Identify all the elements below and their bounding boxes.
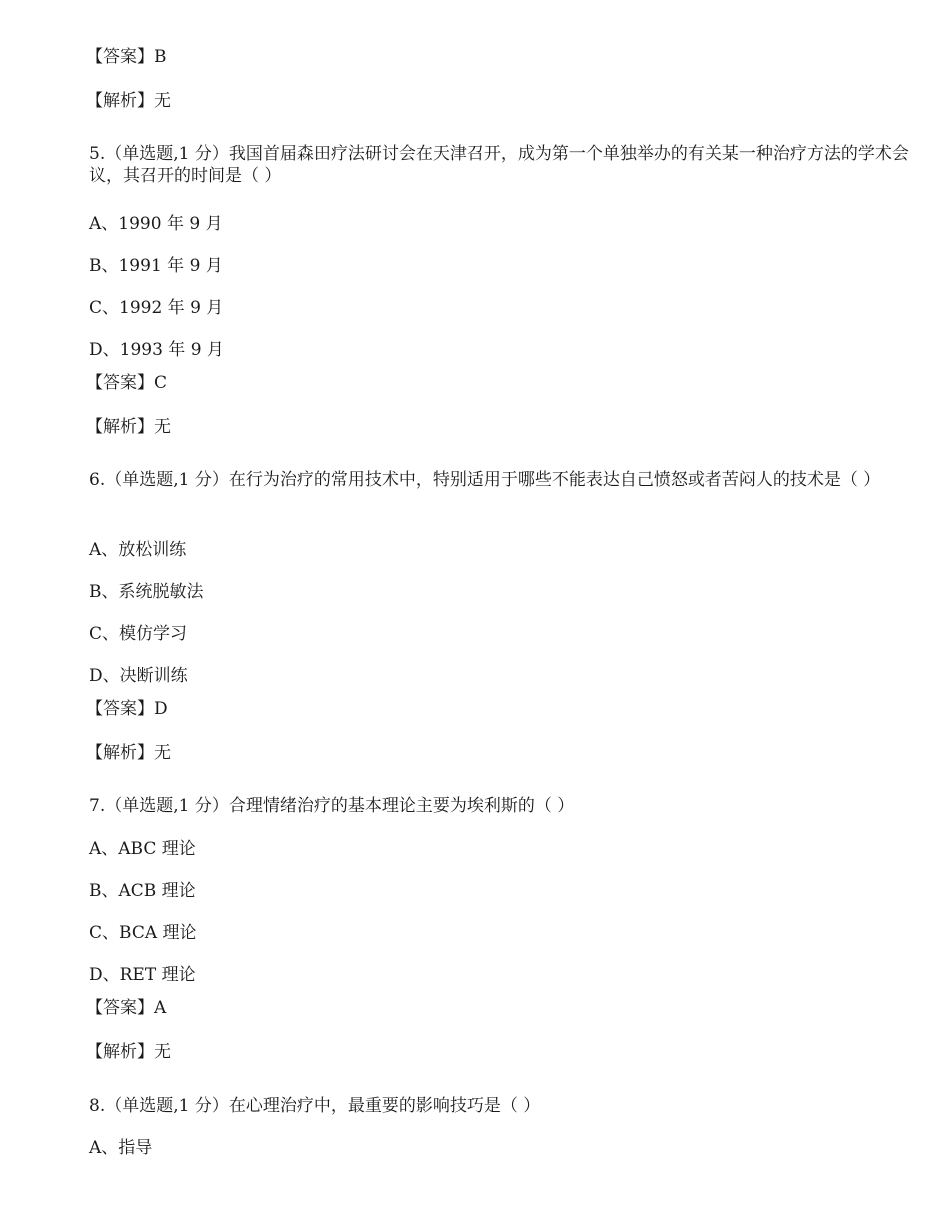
- option-d: D、RET 理论: [89, 965, 196, 985]
- option-c: C、BCA 理论: [89, 923, 197, 943]
- analysis-text: 【解析】无: [86, 743, 171, 763]
- option-b: B、系统脱敏法: [89, 582, 204, 602]
- analysis-text: 【解析】无: [86, 91, 171, 111]
- question-stem: 5.（单选题,1 分）我国首届森田疗法研讨会在天津召开，成为第一个单独举办的有关某一种治疗方法的学术会议，其召开的时间是（ ）: [89, 144, 909, 186]
- answer-text: 【答案】A: [86, 998, 167, 1018]
- option-b: B、ACB 理论: [89, 881, 196, 901]
- analysis-text: 【解析】无: [86, 417, 171, 437]
- option-a: A、放松训练: [89, 540, 187, 560]
- option-b: B、1991 年 9 月: [89, 256, 223, 276]
- analysis-text: 【解析】无: [86, 1042, 171, 1062]
- answer-text: 【答案】C: [86, 373, 168, 393]
- option-d: D、决断训练: [89, 666, 188, 686]
- option-d: D、1993 年 9 月: [89, 340, 224, 360]
- option-a: A、1990 年 9 月: [89, 214, 223, 234]
- question-stem: 7.（单选题,1 分）合理情绪治疗的基本理论主要为埃利斯的（ ）: [89, 796, 575, 816]
- option-a: A、ABC 理论: [89, 839, 196, 859]
- question-stem: 6.（单选题,1 分）在行为治疗的常用技术中，特别适用于哪些不能表达自己愤怒或者苦闷人的技术是（ ）: [89, 470, 881, 490]
- option-a: A、指导: [89, 1138, 153, 1158]
- question-stem: 8.（单选题,1 分）在心理治疗中，最重要的影响技巧是（ ）: [89, 1096, 541, 1116]
- option-c: C、模仿学习: [89, 624, 188, 644]
- answer-text: 【答案】B: [86, 47, 167, 67]
- option-c: C、1992 年 9 月: [89, 298, 224, 318]
- answer-text: 【答案】D: [86, 699, 168, 719]
